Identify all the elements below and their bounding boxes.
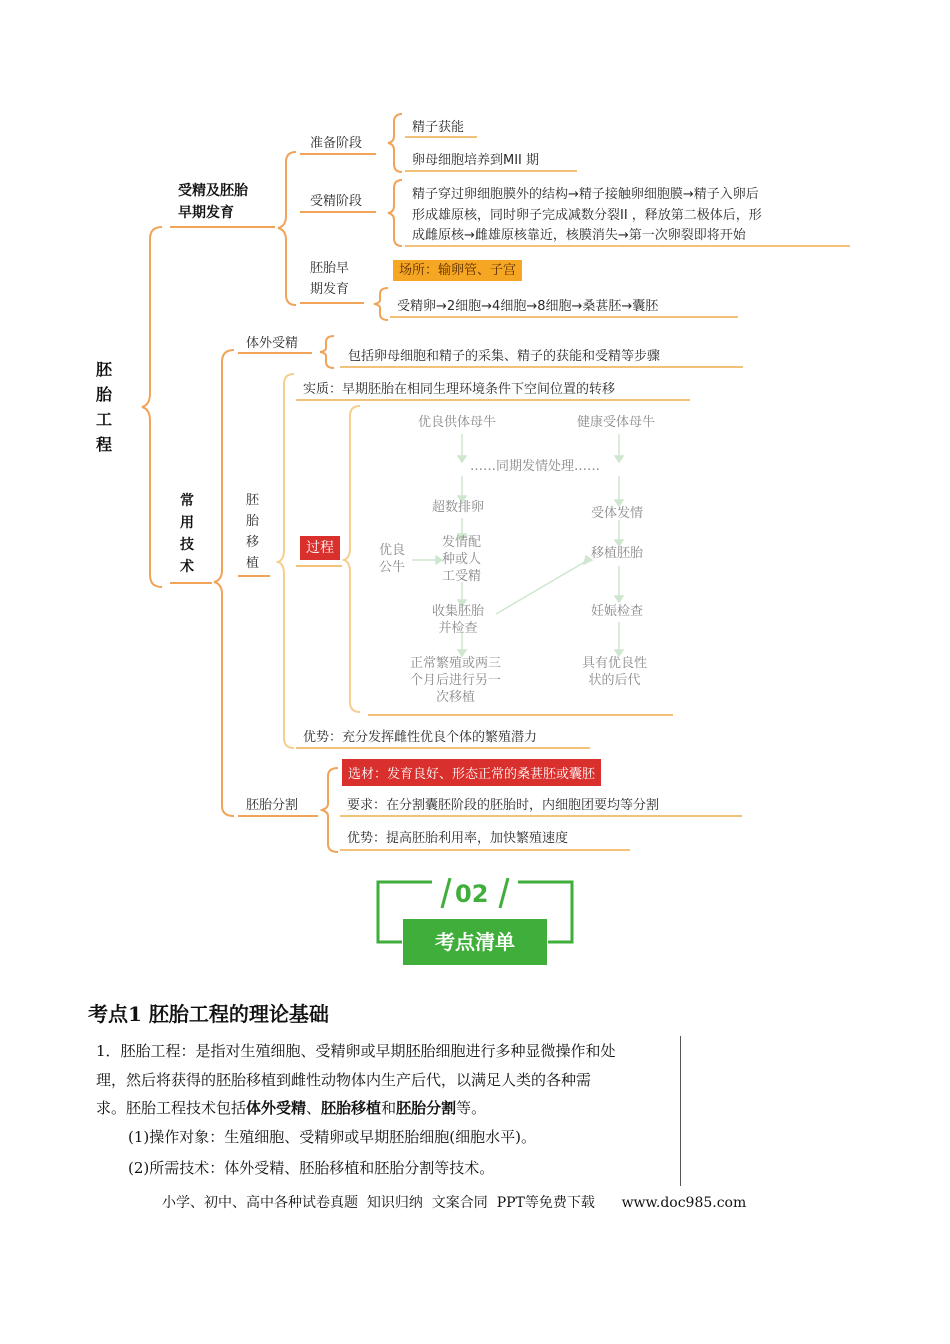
- prepare-item-1-underline: [405, 136, 477, 138]
- split-advantage-underline: [340, 849, 630, 851]
- stage-fert-underline: [300, 211, 376, 213]
- branch2-label: [180, 490, 198, 578]
- ivf-content: 包括卵母细胞和精子的采集、精子的获能和受精等步骤: [348, 349, 661, 364]
- prepare-item-1: 精子获能: [412, 120, 465, 135]
- flow-offspring: [582, 655, 647, 689]
- stage-prepare-brace: [386, 112, 406, 174]
- process-tag-text: 过程: [300, 536, 340, 560]
- stage-early-label-line2: 期发育: [310, 282, 350, 297]
- stage-fert-label: 受精阶段: [310, 194, 363, 209]
- body-p1-line1: 1．胚胎工程：是指对生殖细胞、受精卵或早期胚胎细胞进行多种显微操作和处: [96, 1042, 616, 1060]
- body-item-2: (2)所需技术：体外受精、胚胎移植和胚胎分割等技术。: [128, 1159, 495, 1177]
- flow-collect: [432, 603, 484, 637]
- branch1-underline: [170, 226, 275, 228]
- split-requirement: 要求：在分割囊胚阶段的胚胎时，内细胞团要均等分割: [347, 798, 660, 813]
- flow-breeding-line3: 工受精: [442, 569, 482, 584]
- flow-pregnancy: 妊娠检查: [591, 604, 644, 619]
- branch2-char-2: 用: [180, 515, 194, 531]
- ivf-label: 体外受精: [246, 336, 299, 351]
- badge-number: 02: [455, 880, 489, 908]
- flow-collect-line1: 收集胚胎: [432, 604, 485, 619]
- transfer-char-1: 胚: [246, 493, 260, 508]
- fert-line-1: 精子穿过卵细胞膜外的结构→精子接触卵细胞膜→精子入卵后: [412, 187, 759, 202]
- page-footer: 小学、初中、高中各种试卷真题 知识归纳 文案合同 PPT等免费下载 www.doc985.com: [162, 1195, 747, 1211]
- flow-breeding-line1: 发情配: [442, 535, 482, 550]
- flow-bull-line1: 优良: [379, 543, 406, 558]
- prepare-item-2: 卵母细胞培养到MII 期: [412, 153, 540, 168]
- process-underline: [296, 565, 342, 567]
- flow-sync: ……同期发情处理……: [470, 459, 601, 474]
- stage-prepare-label: 准备阶段: [310, 136, 363, 151]
- flow-recipient-estrus: 受体发情: [591, 506, 644, 521]
- flow-repeat-line1: 正常繁殖或两三: [410, 656, 502, 671]
- early-sequence: 受精卵→2细胞→4细胞→8细胞→桑葚胚→囊胚: [397, 299, 659, 314]
- body-sep2: 和: [381, 1099, 397, 1117]
- flow-recipient: 健康受体母牛: [577, 415, 656, 430]
- split-material: [342, 759, 601, 786]
- fert-line-2: 形成雄原核，同时卵子完成减数分裂II ，释放第二极体后，形: [412, 208, 762, 223]
- ivf-underline: [238, 352, 312, 354]
- branch2-char-3: 技: [180, 537, 194, 553]
- root-brace: [140, 225, 170, 590]
- text-side-rule: [680, 1036, 681, 1186]
- transfer-char-3: 移: [246, 535, 260, 550]
- transfer-advantage-underline: [296, 747, 590, 749]
- early-sequence-underline: [390, 316, 738, 318]
- body-p1-line3-prefix: 求。胚胎工程技术包括: [96, 1099, 247, 1117]
- transfer-char-4: 植: [246, 556, 260, 571]
- branch2-char-1: 常: [180, 493, 194, 509]
- body-p1-line3: [96, 1097, 486, 1118]
- term-split: 胚胎分割: [396, 1099, 457, 1117]
- flow-repeat: [410, 655, 501, 706]
- term-ivf: 体外受精: [246, 1099, 307, 1117]
- flow-offspring-line1: 具有优良性: [582, 656, 648, 671]
- split-label: 胚胎分割: [246, 798, 299, 813]
- flow-bull-line2: 公牛: [379, 560, 406, 575]
- flow-offspring-line2: 状的后代: [588, 673, 641, 688]
- prepare-item-2-underline: [405, 170, 577, 172]
- body-sep1: 、: [306, 1099, 322, 1117]
- transfer-brace: [276, 372, 298, 752]
- branch2-underline: [170, 582, 212, 584]
- flow-repeat-line2: 个月后进行另一: [410, 673, 502, 688]
- root-label: 胚胎工程: [96, 360, 113, 454]
- branch1-label-line2: 早期发育: [178, 205, 234, 221]
- flow-repeat-line3: 次移植: [436, 690, 476, 705]
- split-advantage: 优势：提高胚胎利用率，加快繁殖速度: [347, 831, 569, 846]
- fert-line-3: 成雌原核→雌雄原核靠近，核膜消失→第一次卵裂即将开始: [412, 228, 746, 243]
- branch1-label-line1: 受精及胚胎: [178, 183, 248, 199]
- transfer-char-2: 胎: [246, 514, 260, 529]
- stage-early-label: [310, 258, 349, 300]
- branch1-label: [178, 180, 248, 224]
- ivf-brace: [318, 334, 338, 370]
- split-brace: [320, 766, 342, 854]
- early-place-tag: [393, 259, 522, 278]
- process-tag: [300, 537, 340, 557]
- flow-donor: 优良供体母牛: [418, 415, 497, 430]
- branch1-brace: [276, 150, 300, 310]
- split-underline: [238, 815, 318, 817]
- stage-early-brace: [372, 286, 392, 322]
- stage-fert-brace: [386, 178, 406, 248]
- flow-bull: [379, 542, 405, 576]
- branch2-brace: [212, 348, 238, 820]
- stage-prepare-underline: [300, 153, 376, 155]
- section-heading: 考点1 胚胎工程的理论基础: [88, 1002, 329, 1026]
- flow-superovulation: 超数排卵: [432, 500, 485, 515]
- transfer-label: [246, 490, 262, 574]
- flow-breeding-line2: 种或人: [442, 552, 482, 567]
- transfer-advantage: 优势：充分发挥雌性优良个体的繁殖潜力: [303, 730, 538, 745]
- body-item-1: (1)操作对象：生殖细胞、受精卵或早期胚胎细胞(细胞水平)。: [128, 1128, 536, 1146]
- transfer-underline: [238, 575, 270, 577]
- early-place-text: 场所：输卵管、子宫: [393, 260, 522, 281]
- split-requirement-underline: [340, 815, 742, 817]
- flow-breeding: [442, 534, 481, 585]
- transfer-essence: 实质：早期胚胎在相同生理环境条件下空间位置的转移: [303, 382, 616, 397]
- stage-early-underline: [300, 302, 364, 304]
- ivf-content-underline: [340, 366, 743, 368]
- stage-early-label-line1: 胚胎早: [310, 261, 350, 276]
- flow-collect-line2: 并检查: [438, 621, 478, 636]
- badge-title: 考点清单: [403, 919, 547, 965]
- flow-transplant: 移植胚胎: [591, 546, 644, 561]
- split-material-text: 选材：发育良好、形态正常的桑葚胚或囊胚: [342, 759, 601, 786]
- branch2-char-4: 术: [180, 559, 194, 575]
- body-p1-line2: 理，然后将获得的胚胎移植到雌性动物体内生产后代，以满足人类的各种需: [96, 1071, 592, 1089]
- body-p1-line3-suffix: 等。: [456, 1099, 487, 1117]
- term-transfer: 胚胎移植: [321, 1099, 382, 1117]
- fert-underline: [405, 245, 850, 247]
